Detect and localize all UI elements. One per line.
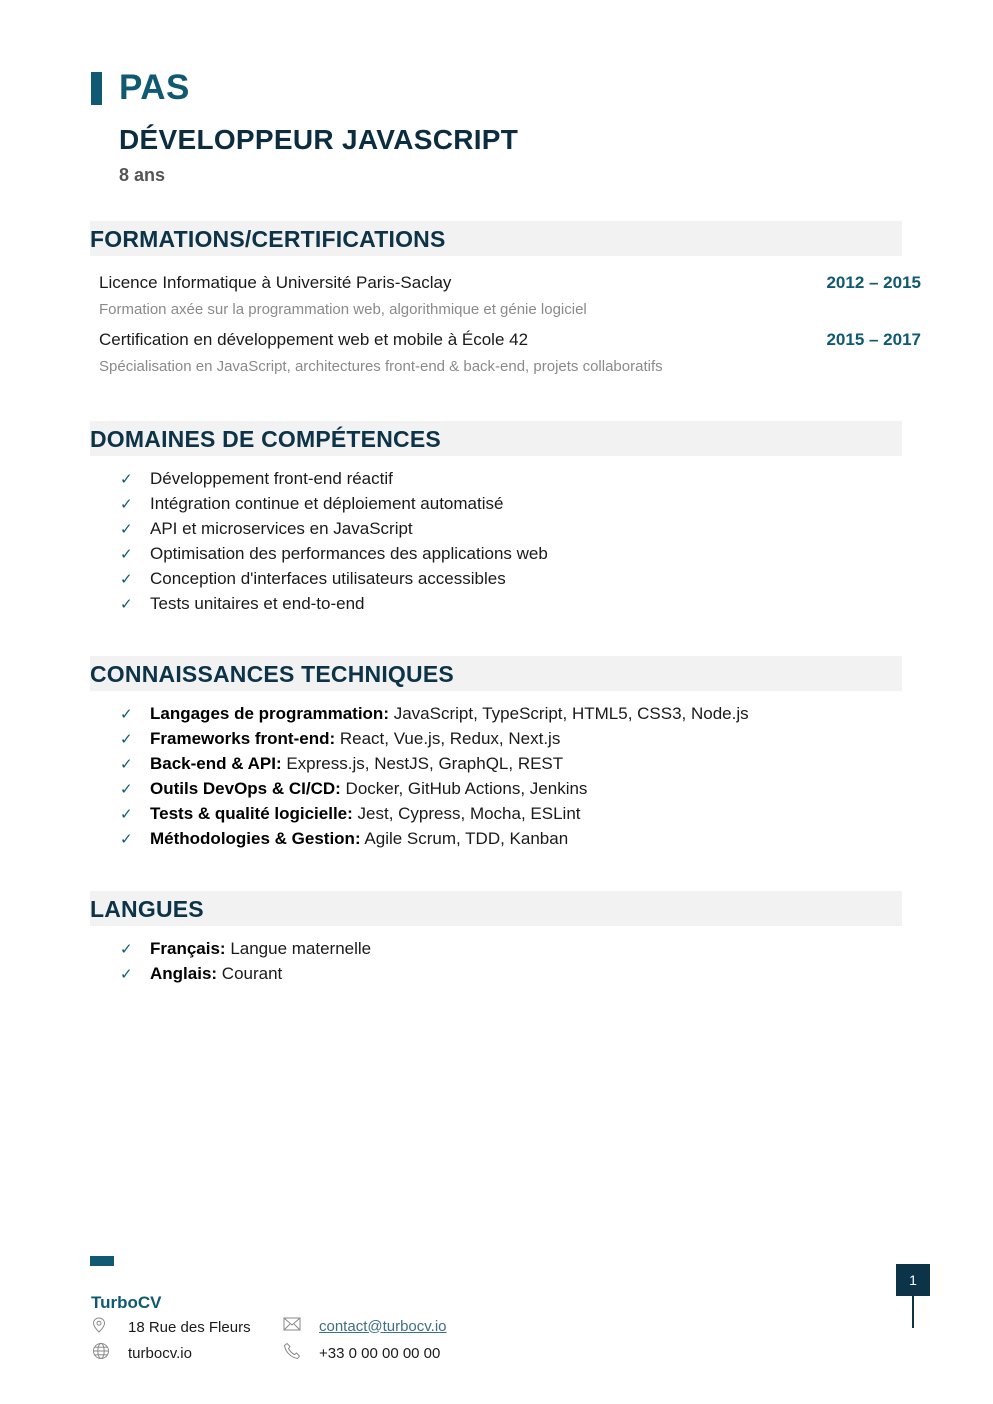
check-icon: ✓ [120,471,133,488]
check-icon: ✓ [120,596,133,613]
section-header-education [90,221,902,256]
education-title: Licence Informatique à Université Paris-Saclay [99,273,452,292]
contact-email [283,1317,447,1335]
list-item: ✓ Tests & qualité logicielle: Jest, Cypress, Mocha, ESLint [120,801,749,826]
tech-list [120,701,749,851]
list-item: ✓ API et microservices en JavaScript [120,516,548,541]
contact-phone [283,1342,440,1364]
check-icon: ✓ [120,731,133,748]
check-icon: ✓ [120,756,133,773]
list-item: ✓ Outils DevOps & CI/CD: Docker, GitHub Actions, Jenkins [120,776,749,801]
section-title: DOMAINES DE COMPÉTENCES [90,426,441,452]
list-item: ✓ Optimisation des performances des applications web [120,541,548,566]
section-header-skills [90,421,902,456]
list-item: ✓ Méthodologies & Gestion: Agile Scrum, TDD, Kanban [120,826,749,851]
education-dates: 2012 – 2015 [826,273,921,292]
globe-icon [92,1342,128,1364]
skills-list [120,466,548,616]
address-text: 18 Rue des Fleurs [128,1318,251,1336]
list-item: ✓ Langages de programmation: JavaScript, TypeScript, HTML5, CSS3, Node.js [120,701,749,726]
contact-address [92,1317,251,1337]
check-icon: ✓ [120,496,133,513]
check-icon: ✓ [120,571,133,588]
check-icon: ✓ [120,806,133,823]
education-description: Formation axée sur la programmation web, algorithmique et génie logiciel [99,301,587,318]
education-title: Certification en développement web et mobile à École 42 [99,330,529,349]
list-item: ✓ Conception d'interfaces utilisateurs accessibles [120,566,548,591]
email-link[interactable]: contact@turbocv.io [319,1317,447,1335]
phone-icon [283,1342,319,1364]
list-item: ✓ Back-end & API: Express.js, NestJS, GraphQL, REST [120,751,749,776]
check-icon: ✓ [120,546,133,563]
map-pin-icon [92,1317,128,1337]
list-item: ✓ Développement front-end réactif [120,466,548,491]
page-number: 1 [896,1264,930,1296]
list-item: ✓ Frameworks front-end: React, Vue.js, Redux, Next.js [120,726,749,751]
list-item: ✓ Tests unitaires et end-to-end [120,591,548,616]
list-item: ✓ Anglais: Courant [120,961,371,986]
section-header-tech [90,656,902,691]
list-item: ✓ Français: Langue maternelle [120,936,371,961]
section-header-languages [90,891,902,926]
footer-accent-bar [90,1256,114,1266]
envelope-icon [283,1317,319,1335]
job-title: DÉVELOPPEUR JAVASCRIPT [119,124,519,155]
check-icon: ✓ [120,706,133,723]
page-number-line [912,1296,914,1328]
check-icon: ✓ [120,521,133,538]
check-icon: ✓ [120,941,133,958]
check-icon: ✓ [120,831,133,848]
section-title: CONNAISSANCES TECHNIQUES [90,661,454,687]
website-text[interactable]: turbocv.io [128,1344,192,1362]
education-description: Spécialisation en JavaScript, architectures front-end & back-end, projets collaboratifs [99,358,663,375]
section-title: FORMATIONS/CERTIFICATIONS [90,226,446,252]
education-dates: 2015 – 2017 [826,330,921,349]
name-accent-bar [91,72,102,105]
contact-website [92,1342,192,1364]
footer-brand: TurboCV [91,1293,162,1312]
check-icon: ✓ [120,781,133,798]
section-title: LANGUES [90,896,204,922]
languages-list [120,936,371,986]
list-item: ✓ Intégration continue et déploiement automatisé [120,491,548,516]
candidate-name: PAS [119,68,190,107]
phone-text: +33 0 00 00 00 00 [319,1344,441,1362]
check-icon: ✓ [120,966,133,983]
experience-years: 8 ans [119,165,166,185]
